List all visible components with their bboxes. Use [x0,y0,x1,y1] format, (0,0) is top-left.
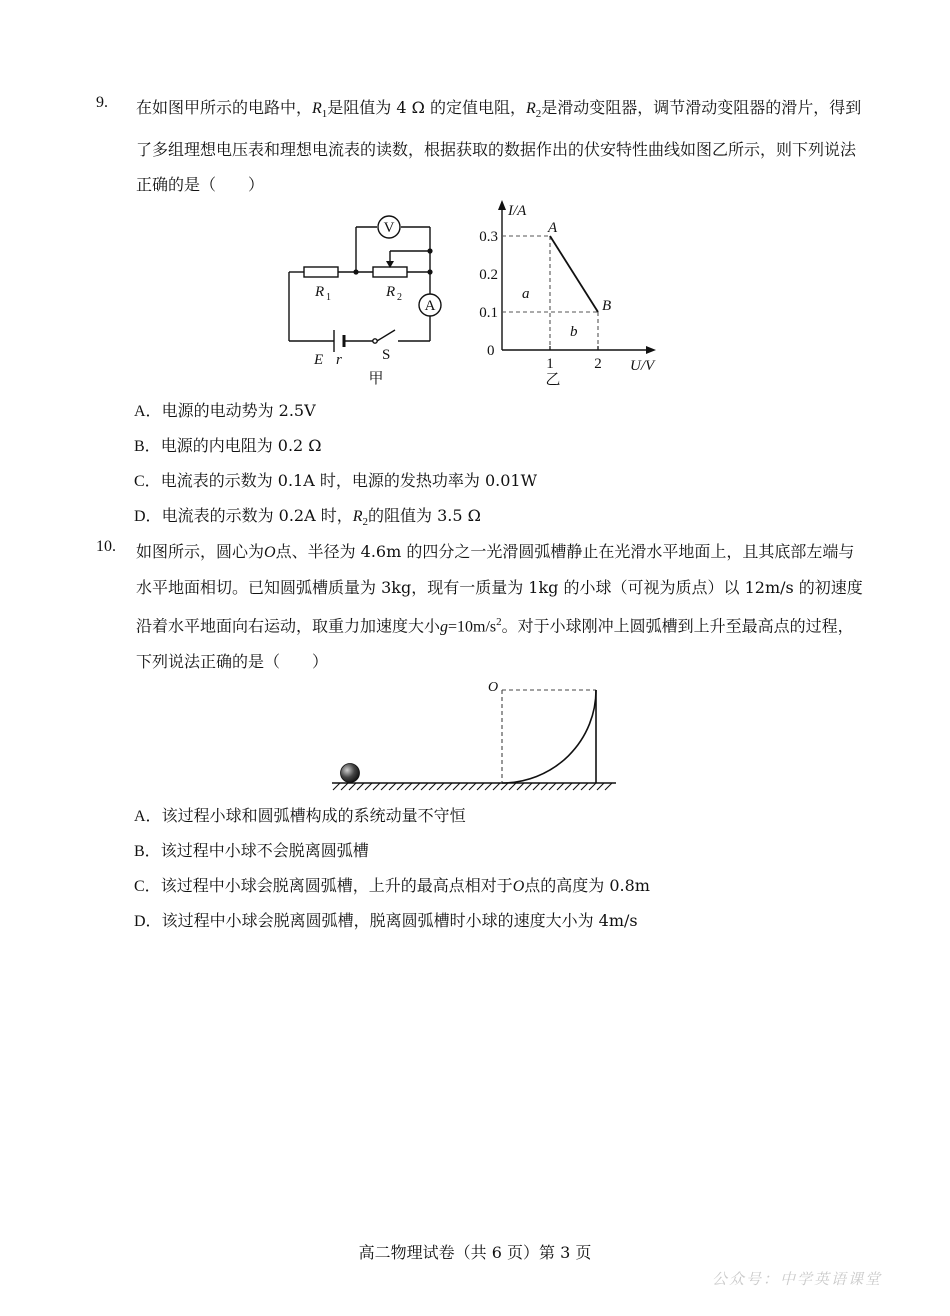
option-a[interactable]: A．该过程小球和圆弧槽构成的系统动量不守恒 [134,806,466,825]
x-tick-label: 1 [546,356,554,372]
ground-hatch [405,783,412,790]
ground-hatch [373,783,380,790]
watermark: 公众号：中学英语课堂 [712,1270,883,1288]
ground-hatch [445,783,452,790]
ground-hatch [461,783,468,790]
option-b[interactable]: B．电源的内电阻为 0.2 Ω [134,436,322,455]
option-c[interactable]: C．该过程中小球会脱离圆弧槽，上升的最高点相对于O点的高度为 0.8m [134,876,650,895]
ground-hatch [565,783,572,790]
ground-hatch [549,783,556,790]
ground-hatch [349,783,356,790]
region-label-a: a [522,286,530,302]
ground-hatch [589,783,596,790]
ground-hatch [533,783,540,790]
origin-label: 0 [487,343,495,359]
ground-hatch [509,783,516,790]
question-9 [96,90,866,202]
option-c[interactable]: C．电流表的示数为 0.1A 时，电源的发热功率为 0.01W [134,471,538,490]
ground-hatch [557,783,564,790]
y-tick-label: 0.1 [479,305,498,321]
internal-resistance-label: r [336,352,342,368]
iu-graph [470,198,670,388]
ground-hatch [381,783,388,790]
circuit-diagram [280,208,450,388]
r1-label: R [315,284,325,300]
graph-caption: 乙 [545,370,561,388]
ground-hatch [397,783,404,790]
ground-hatch [525,783,532,790]
y-tick-label: 0.2 [479,267,498,283]
ground-hatch [437,783,444,790]
x-axis-label: U/V [630,358,655,374]
ground-hatch [501,783,508,790]
option-a[interactable]: A．电源的电动势为 2.5V [134,401,316,420]
center-o-label: O [488,680,499,695]
ground-hatch [493,783,500,790]
ball-icon [341,764,360,783]
series-line [550,236,598,312]
ground-hatch [605,783,612,790]
page-footer: 高二物理试卷（共 6 页）第 3 页 [358,1243,592,1262]
switch-label: S [382,347,391,363]
voltmeter-label: V [383,220,395,236]
option-d[interactable]: D．该过程中小球会脱离圆弧槽，脱离圆弧槽时小球的速度大小为 4m/s [134,911,638,930]
question-number: 10. [96,538,116,555]
svg-text:2: 2 [397,292,402,303]
ground-hatch [469,783,476,790]
point-label-a: A [548,220,558,236]
ground-hatch [413,783,420,790]
circuit-caption: 甲 [368,369,384,387]
ground-hatch [517,783,524,790]
question-stem: 如图所示，圆心为O点、半径为 4.6m 的四分之一光滑圆弧槽静止在光滑水平地面上，且其底部左端与水平地面相切。已知圆弧槽质量为 3kg，现有一质量为 1kg 的小球（可视为质点）以 12m/s 的初速度沿着水平地面向右运动，取重力加速度大小$g=10m/s^2$。对于小球刚冲上圆弧槽到上升至最高点的过程，下列说法正确的是（ ） [136,542,863,672]
ground-hatch [573,783,580,790]
question-stem: 在如图甲所示的电路中，$R_1$是阻值为 4 Ω 的定值电阻，$R_2$是滑动变阻器，调节滑动变阻器的滑片，得到了多组理想电压表和理想电流表的读数，根据获取的数据作出的伏安特性曲线如图乙所示，则下列说法正确的是（ ） [136,98,862,195]
ground-hatch [357,783,364,790]
ground-hatch [333,783,340,790]
ground-hatch [429,783,436,790]
svg-text:1: 1 [326,292,331,303]
ground-hatch [581,783,588,790]
region-label-b: b [570,324,578,340]
question-number: 9. [96,94,108,111]
option-b[interactable]: B．该过程中小球不会脱离圆弧槽 [134,841,369,860]
ground-hatch [341,783,348,790]
ammeter-label: A [424,298,436,314]
y-tick-label: 0.3 [479,229,498,245]
emf-label: E [314,352,324,368]
arc-groove-diagram [330,676,620,796]
quarter-arc-groove [502,690,596,783]
r2-label: R [386,284,396,300]
y-axis-label: I/A [508,203,527,219]
ground-hatch [477,783,484,790]
ground-hatch [421,783,428,790]
ground-hatch [365,783,372,790]
point-label-b: B [602,298,612,314]
ground-hatch [541,783,548,790]
ground-hatch [453,783,460,790]
ground-hatch [485,783,492,790]
x-tick-label: 2 [594,356,602,372]
question-10 [96,534,866,679]
ground-hatch [389,783,396,790]
option-d[interactable]: D．电流表的示数为 0.2A 时，$R_2$的阻值为 3.5 Ω [134,506,481,529]
ground-hatch [597,783,604,790]
